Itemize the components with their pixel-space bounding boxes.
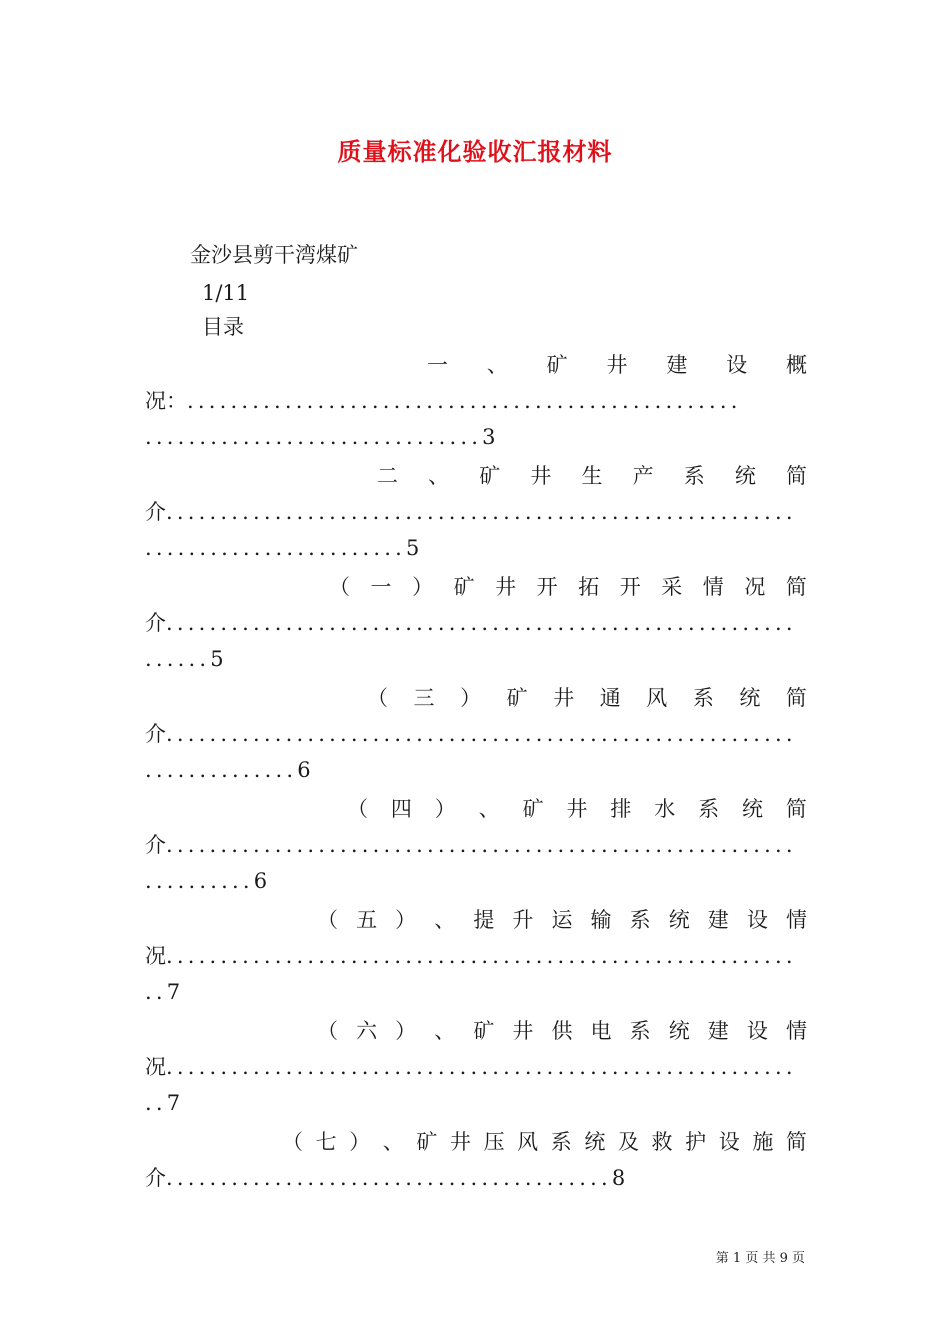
toc-entry-heading-text: 二 、 矿 井 生 产 系 统 简 [377,464,807,488]
toc-entry [145,350,807,452]
toc-entry-leader-dots: .......................................................... [166,611,797,635]
toc-entry-page-dots: ...............................3 [145,425,500,449]
toc-entry-line [145,1163,807,1193]
toc-entry-heading [145,1016,807,1046]
toc-entry [145,1016,807,1118]
toc-entry-leader-dots: .......................................................... [166,1055,797,1079]
toc-entry-heading [145,905,807,935]
toc-entry-heading-text: （ 四 ） 、 矿 井 排 水 系 统 简 [347,797,807,821]
toc-entry-heading [145,572,807,602]
toc-entry [145,794,807,896]
toc-entry-page-dots: ..7 [145,980,185,1004]
page-marker: 1/11 [202,281,250,305]
toc-entry-leader-dots: .........................................8 [166,1166,630,1190]
toc-entry-heading-text: （ 六 ） 、 矿 井 供 电 系 统 建 设 情 [317,1019,807,1043]
toc-entry-page-dots: ..7 [145,1091,185,1115]
toc-entry-page-dots: ..........6 [145,869,272,893]
toc-entry-leader-dots: ................................................... [187,389,742,413]
toc-entry-line [145,497,807,527]
toc-entry-leader-dots: .......................................................... [166,833,797,857]
toc-entry-page-dots: ........................5 [145,536,424,560]
toc-entry-page-dots: ..............6 [145,758,315,782]
toc-entry-line [145,830,807,860]
toc-entry-heading-text: 一 、 矿 井 建 设 概 [427,353,807,377]
toc-entry-page-line [145,866,807,896]
toc-entry [145,1127,807,1193]
toc-entry-leader-dots: .......................................................... [166,944,797,968]
organization-name: 金沙县剪干湾煤矿 [190,243,358,267]
toc-entry-heading-text: （ 三 ） 矿 井 通 风 系 统 简 [367,686,807,710]
toc-label: 目录 [202,315,244,339]
toc-entry-page-line [145,533,807,563]
toc-entry-tail: 介 [145,1166,166,1190]
toc-entry-heading [145,683,807,713]
toc-entry-line [145,608,807,638]
toc-entry-page-line [145,422,807,452]
toc-entry-heading-text: （ 五 ） 、 提 升 运 输 系 统 建 设 情 [317,908,807,932]
toc-entry-heading [145,350,807,380]
toc-entry-heading [145,1127,807,1157]
toc-entry-tail: 介 [145,833,166,857]
toc-entry-page-line [145,1088,807,1118]
toc-entry-line [145,719,807,749]
toc-entry-page-line [145,755,807,785]
toc-entry-tail: 况 [145,944,166,968]
toc-entry-heading [145,461,807,491]
toc-entry-heading-text: （ 七 ） 、 矿 井 压 风 系 统 及 救 护 设 施 简 [282,1130,807,1154]
toc-entry-line [145,1052,807,1082]
toc-entry-tail: 况 [145,1055,166,1079]
toc-entry [145,683,807,785]
toc-entry-tail: 介 [145,722,166,746]
toc-entry-line [145,941,807,971]
toc-entry-leader-dots: .......................................................... [166,500,797,524]
document-title: 质量标准化验收汇报材料 [337,137,613,166]
toc-entry-tail: 介 [145,500,166,524]
toc-entry-page-line [145,644,807,674]
toc-entry-tail: 况： [145,389,187,413]
toc-entry-page-dots: ......5 [145,647,228,671]
toc-entry [145,572,807,674]
toc-entry [145,461,807,563]
toc-entry-heading [145,794,807,824]
toc-entry-page-line [145,977,807,1007]
toc-entry-tail: 介 [145,611,166,635]
page-footer: 第 1 页 共 9 页 [715,1251,805,1266]
toc-entry [145,905,807,1007]
toc-entry-line [145,386,807,416]
toc-entry-leader-dots: .......................................................... [166,722,797,746]
toc-entry-heading-text: （ 一 ） 矿 井 开 拓 开 采 情 况 简 [329,575,807,599]
